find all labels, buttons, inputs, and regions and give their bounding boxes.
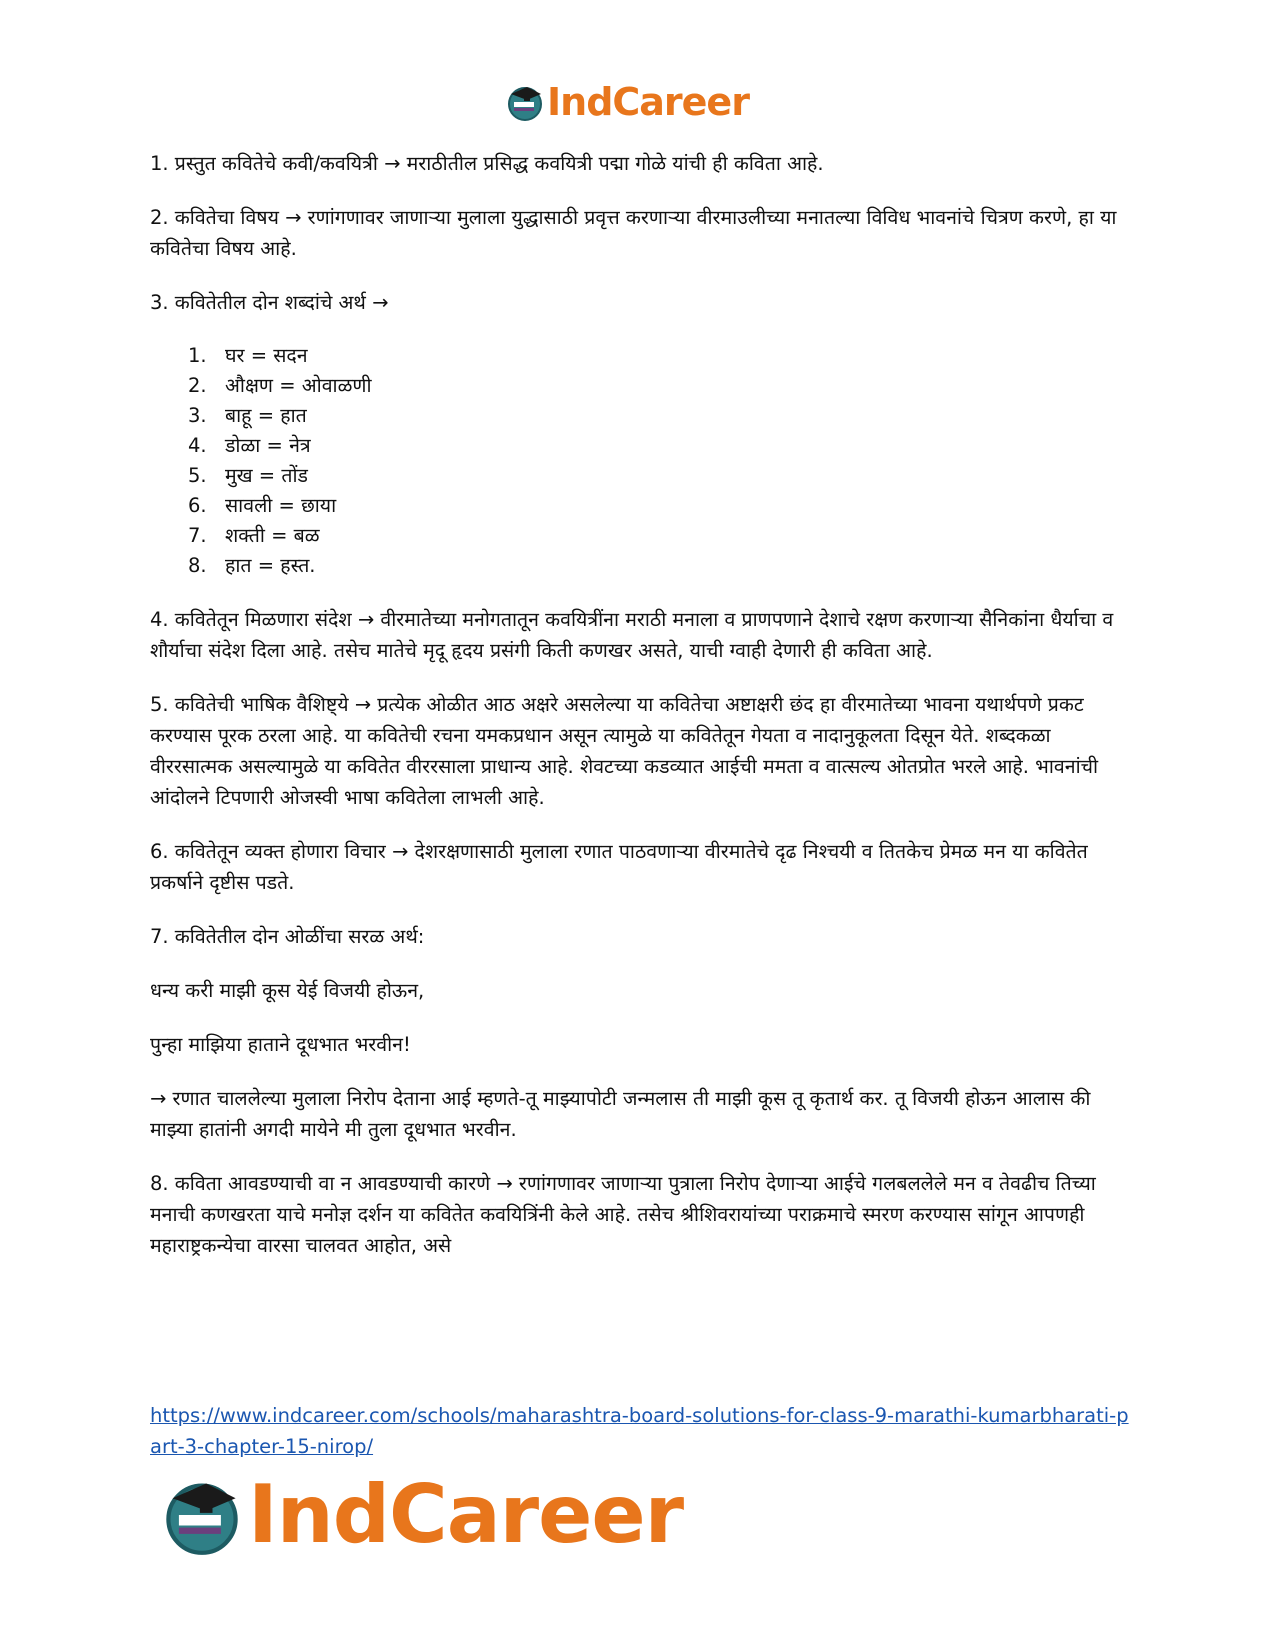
logo-wordmark: IndCareer: [547, 80, 749, 124]
paragraph-2: 2. कवितेचा विषय → रणांगणावर जाणाऱ्या मुलाला युद्धासाठी प्रवृत्त करणाऱ्या वीरमाउलीच्या मनातल्या विविध भावनांचे चित्रण करणे, हा या कवितेचा विषय आहे.: [150, 206, 1117, 260]
list-item: 8. हात = हस्त.: [188, 554, 316, 577]
graduation-globe-icon: [505, 82, 545, 122]
main-content: [150, 148, 1135, 1284]
paragraph-1: 1. प्रस्तुत कवितेचे कवी/कवयित्री → मराठीतील प्रसिद्ध कवयित्री पद्मा गोळे यांची ही कविता आहे.: [150, 152, 824, 175]
poem-explanation: → रणात चाललेल्या मुलाला निरोप देताना आई म्हणते-तू माझ्यापोटी जन्मलास ती माझी कूस तू कृतार्थ कर. तू विजयी होऊन आलास की माझ्या हातांनी अगदी मायेने मी तुला दूधभात भरवीन.: [150, 1087, 1091, 1141]
poem-line-1: धन्य करी माझी कूस येई विजयी होऊन,: [150, 979, 425, 1002]
source-link[interactable]: https://www.indcareer.com/schools/maharashtra-board-solutions-for-class-9-marathi-kumarbharati-part-3-chapter-15-nirop/: [150, 1404, 1129, 1458]
paragraph-8: 8. कविता आवडण्याची वा न आवडण्याची कारणे → रणांगणावर जाणाऱ्या पुत्राला निरोप देणाऱ्या आईचे गलबललेले मन व तेवढीच तिच्या मनाची कणखरता याचे मनोज्ञ दर्शन या कवितेत कवयित्रिंनी केले आहे. तसेच श्रीशिवरायांच्या पराक्रमाचे स्मरण करण्यास सांगून आपणही महाराष्ट्रकन्येचा वारसा चालवत आहोत, असे: [150, 1172, 1096, 1257]
header-logo: [505, 80, 749, 124]
list-item: 1. घर = सदन: [188, 344, 308, 367]
paragraph-3: 3. कवितेतील दोन शब्दांचे अर्थ →: [150, 291, 389, 314]
word-meanings-list: [150, 341, 1135, 581]
list-item: 3. बाहू = हात: [188, 404, 307, 427]
paragraph-7: 7. कवितेतील दोन ओळींचा सरळ अर्थ:: [150, 925, 425, 948]
paragraph-6: 6. कवितेतून व्यक्त होणारा विचार → देशरक्षणासाठी मुलाला रणात पाठवणाऱ्या वीरमातेचे दृढ निश्चयी व तितकेच प्रेमळ मन या कवितेत प्रकर्षाने दृष्टीस पडते.: [150, 840, 1088, 894]
logo-wordmark: IndCareer: [248, 1468, 684, 1561]
paragraph-4: 4. कवितेतून मिळणारा संदेश → वीरमातेच्या मनोगतातून कवयित्रींना मराठी मनाला व प्राणपणाने देशाचे रक्षण करणाऱ्या सैनिकांना धैर्याचा व शौर्याचा संदेश दिला आहे. तसेच मातेचे मृदू हृदय प्रसंगी किती कणखर असते, याची ग्वाही देणारी ही कविता आहे.: [150, 608, 1114, 662]
list-item: 2. औक्षण = ओवाळणी: [188, 374, 372, 397]
poem-line-2: पुन्हा माझिया हाताने दूधभात भरवीन!: [150, 1033, 411, 1056]
footer-logo: [160, 1470, 683, 1560]
list-item: 7. शक्ती = बळ: [188, 524, 320, 547]
list-item: 4. डोळा = नेत्र: [188, 434, 311, 457]
paragraph-5: 5. कवितेची भाषिक वैशिष्ट्ये → प्रत्येक ओळीत आठ अक्षरे असलेल्या या कवितेचा अष्टाक्षरी छंद हा वीरमातेच्या भावना यथार्थपणे प्रकट करण्यास पूरक ठरला आहे. या कवितेची रचना यमकप्रधान असून त्यामुळे या कवितेतून गेयता व नादानुकूलता दिसून येते. शब्दकळा वीररसात्मक असल्यामुळे या कवितेत वीररसाला प्राधान्य आहे. शेवटच्या कडव्यात आईची ममता व वात्सल्य ओतप्रोत भरले आहे. भावनांची आंदोलने टिपणारी ओजस्वी भाषा कवितेला लाभली आहे.: [150, 693, 1099, 809]
list-item: 6. सावली = छाया: [188, 494, 337, 517]
list-item: 5. मुख = तोंड: [188, 464, 308, 487]
graduation-globe-icon: [160, 1473, 244, 1557]
